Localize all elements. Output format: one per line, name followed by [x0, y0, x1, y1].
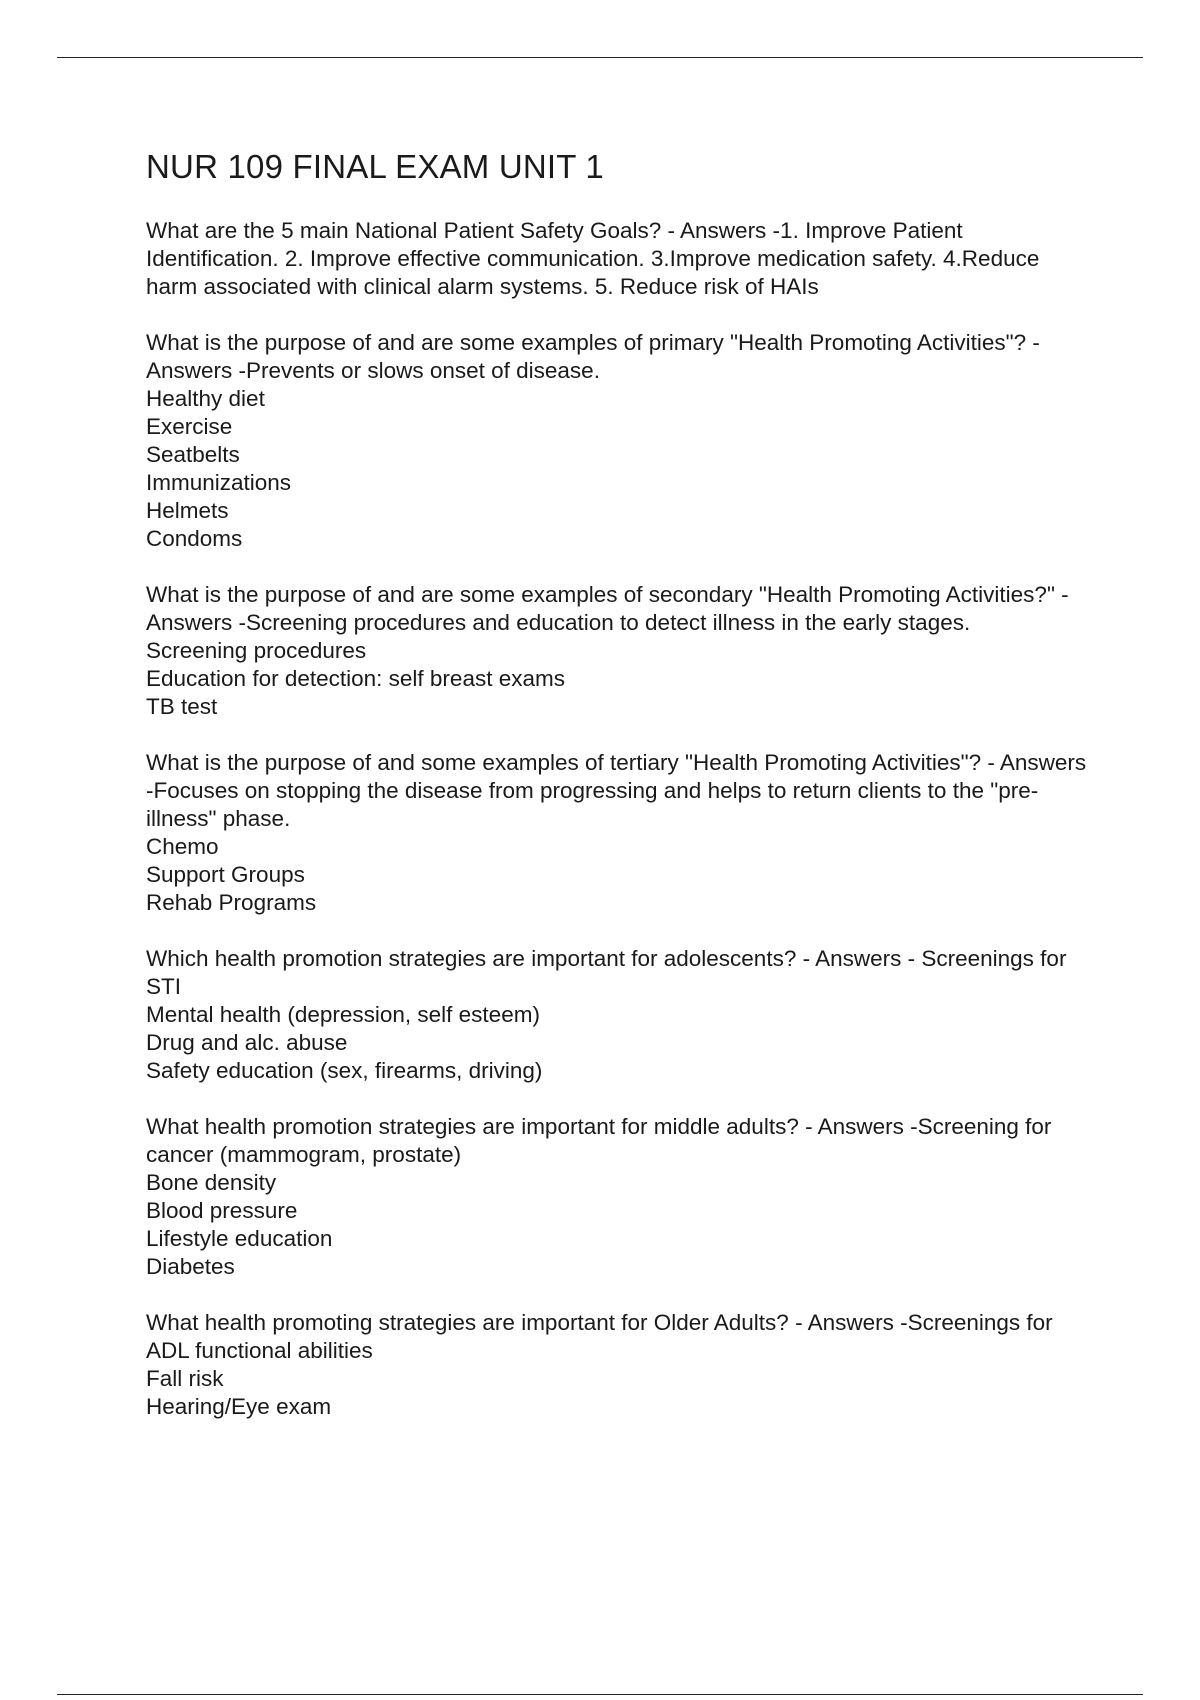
answer-item: TB test	[146, 694, 218, 719]
answer-item: Lifestyle education	[146, 1226, 333, 1251]
answer-item: Education for detection: self breast exams	[146, 666, 565, 691]
qa-text: What is the purpose of and some examples of tertiary "Health Promoting Activities"? - Answers -Focuses on stopping the disease from progressing and helps to return clients to the "pre-illness" phase.	[146, 750, 1087, 831]
qa-text: What health promotion strategies are important for middle adults? - Answers -Screening for cancer (mammogram, prostate)	[146, 1114, 1052, 1167]
qa-text: Which health promotion strategies are important for adolescents? - Answers - Screenings for STI	[146, 946, 1067, 999]
answer-item: Helmets	[146, 498, 229, 523]
qa-block	[146, 1309, 1096, 1421]
answer-item: Condoms	[146, 526, 243, 551]
answer-item: Diabetes	[146, 1254, 235, 1279]
qa-block	[146, 581, 1096, 721]
qa-text: What is the purpose of and are some examples of primary "Health Promoting Activities"? - Answers -Prevents or slows onset of disease.	[146, 330, 1040, 383]
answer-item: Hearing/Eye exam	[146, 1394, 332, 1419]
answer-item: Exercise	[146, 414, 233, 439]
qa-text: What are the 5 main National Patient Safety Goals? - Answers -1. Improve Patient Identification. 2. Improve effective communication. 3.Improve medication safety. 4.Reduce harm associated with clinical alarm systems. 5. Reduce risk of HAIs	[146, 218, 1040, 299]
qa-block	[146, 1113, 1096, 1281]
top-divider	[57, 57, 1143, 58]
qa-text: What health promoting strategies are important for Older Adults? - Answers -Screenings for ADL functional abilities	[146, 1310, 1053, 1363]
qa-block	[146, 749, 1096, 917]
qa-block	[146, 329, 1096, 553]
qa-block	[146, 217, 1096, 301]
answer-item: Immunizations	[146, 470, 292, 495]
answer-item: Fall risk	[146, 1366, 224, 1391]
answer-item: Safety education (sex, firearms, driving)	[146, 1058, 543, 1083]
bottom-divider	[57, 1694, 1143, 1695]
answer-item: Support Groups	[146, 862, 305, 887]
document-body	[146, 145, 1096, 1449]
answer-item: Rehab Programs	[146, 890, 317, 915]
answer-item: Drug and alc. abuse	[146, 1030, 348, 1055]
qa-block	[146, 945, 1096, 1085]
document-title: NUR 109 FINAL EXAM UNIT 1	[146, 148, 604, 185]
qa-text: What is the purpose of and are some examples of secondary "Health Promoting Activities?" - Answers -Screening procedures and education to detect illness in the early stages.	[146, 582, 1069, 635]
answer-item: Mental health (depression, self esteem)	[146, 1002, 540, 1027]
answer-item: Healthy diet	[146, 386, 265, 411]
answer-item: Chemo	[146, 834, 219, 859]
answer-item: Seatbelts	[146, 442, 240, 467]
answer-item: Bone density	[146, 1170, 277, 1195]
answer-item: Screening procedures	[146, 638, 367, 663]
answer-item: Blood pressure	[146, 1198, 298, 1223]
